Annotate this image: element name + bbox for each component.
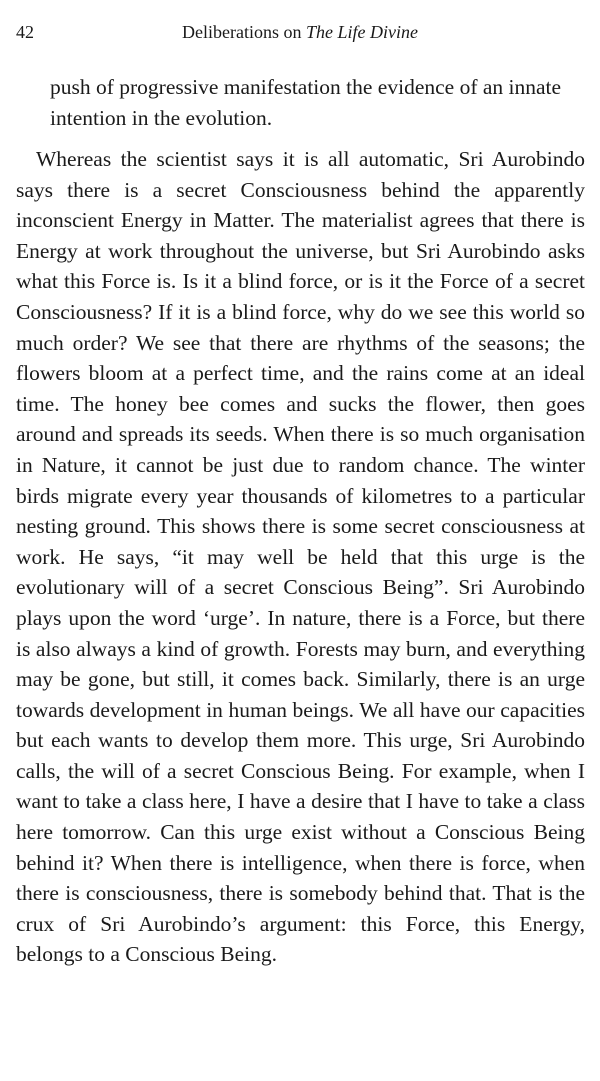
main-paragraph: Whereas the scientist says it is all automatic, Sri Aurobindo says there is a secret Consciousness behind the apparently inconscient Energy in Matter. The materialist agrees that there is Energy at work throughout the universe, but Sri Aurobindo asks what this Force is. Is it a blind force, or is it the Force of a secret Consciousness? If it is a blind force, why do we see this world so much order? We see that there are rhythms of the seasons; the flowers bloom at a perfect time, and the rains come at an ideal time. The honey bee comes and sucks the flower, then goes around and spreads its seeds. When there is so much organisation in Nature, it cannot be just due to random chance. The winter birds migrate every year thousands of kilometres to a particular nesting ground. This shows there is some secret consciousness at work. He says, “it may well be held that this urge is the evolutionary will of a secret Conscious Being”. Sri Aurobindo plays upon the word ‘urge’. In nature, there is a Force, but there is also always a kind of growth. Forests may burn, and everything may be gone, but still, it comes back. Similarly, there is an urge towards development in human beings. We all have our capacities but each wants to develop them more. This urge, Sri Aurobindo calls, the will of a secret Conscious Being. For example, when I want to take a class here, I have a desire that I have to take a class here tomorrow. Can this urge exist without a Conscious Being behind it? When there is intelligence, when there is force, when there is consciousness, there is somebody behind that. That is the crux of Sri Aurobindo’s argument: this Force, this Energy, belongs to a Conscious Being.: [16, 147, 585, 967]
running-title: [16, 18, 584, 46]
running-title-book: The Life Divine: [306, 22, 418, 42]
running-title-prefix: Deliberations on: [182, 22, 306, 42]
continued-paragraph: push of progressive manifestation the evidence of an innate intention in the evolution.: [50, 75, 562, 130]
running-header: [16, 18, 584, 46]
page-number: 42: [16, 22, 34, 42]
